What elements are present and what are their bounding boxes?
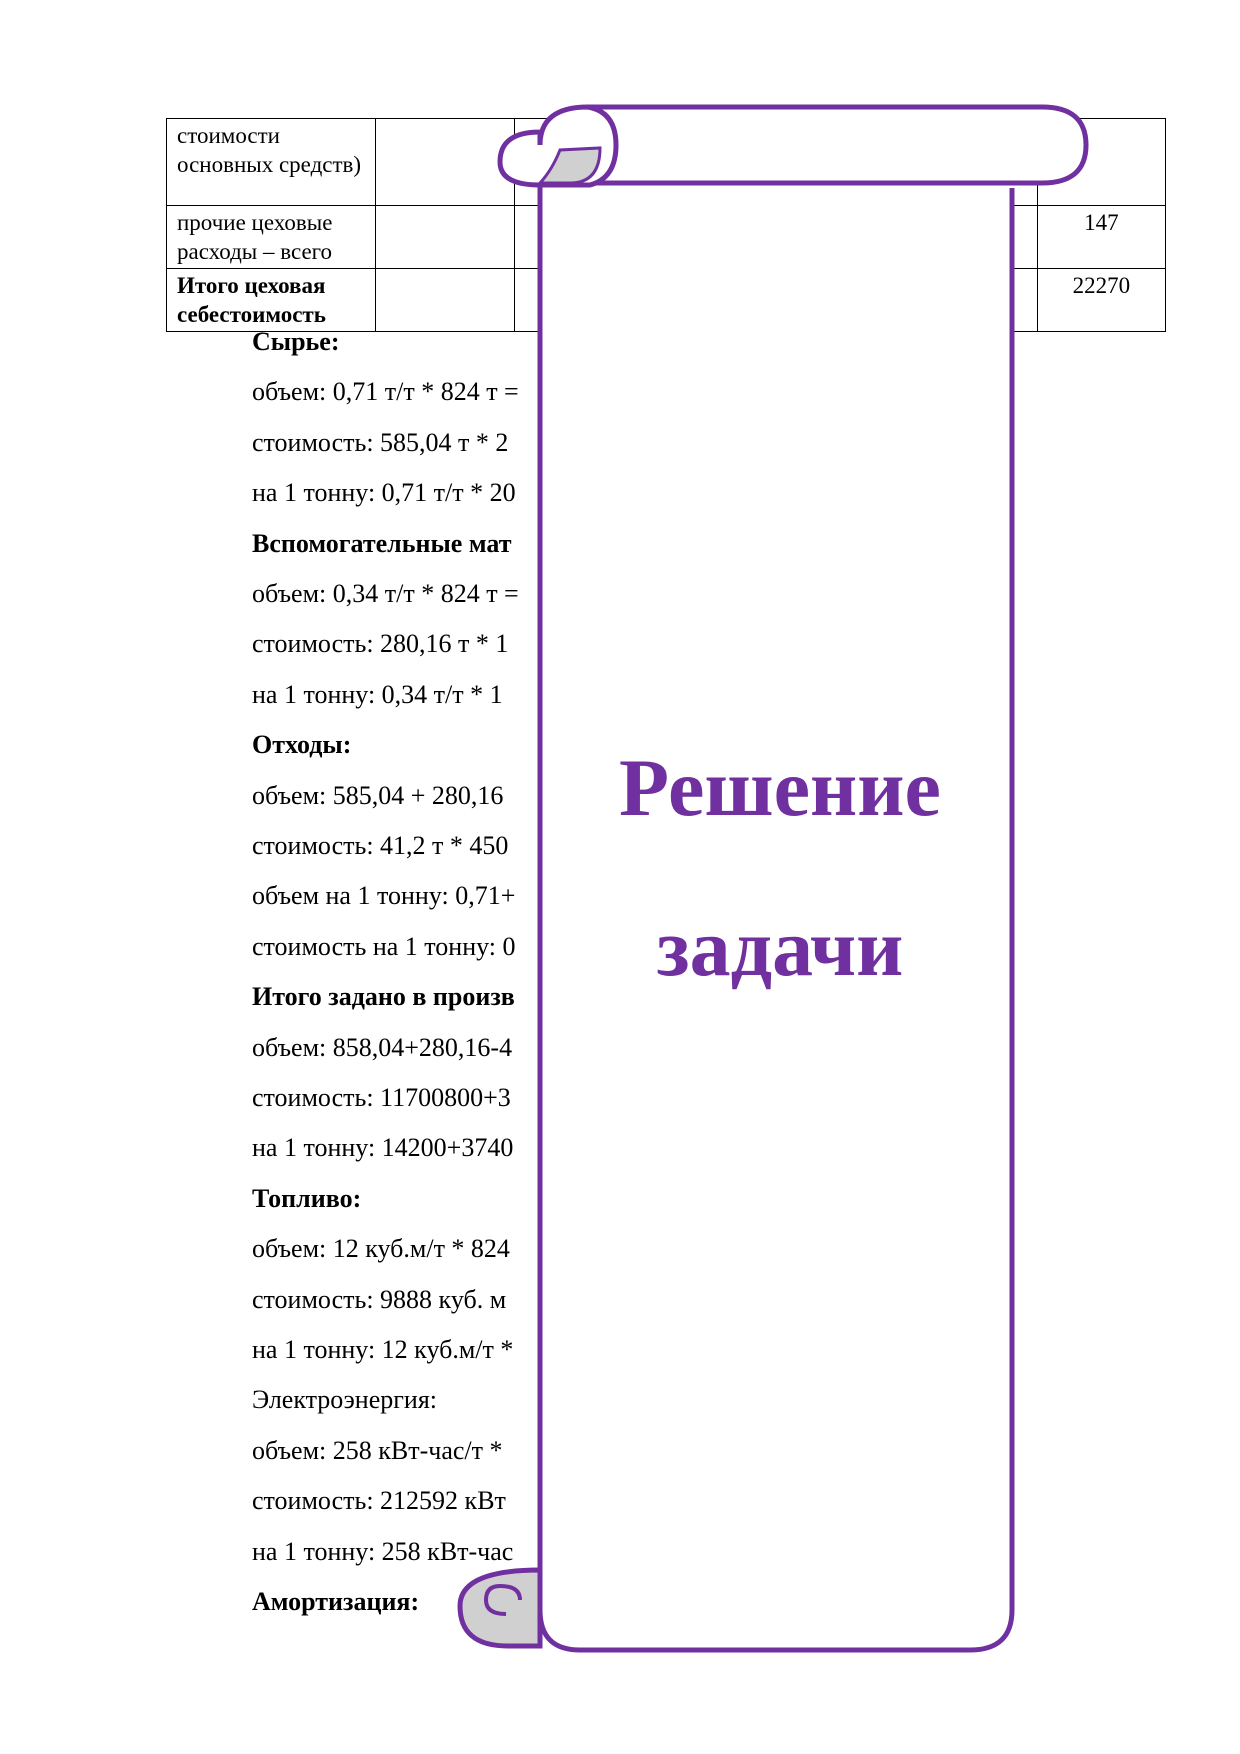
text-line: стоимость: 11700800+3 xyxy=(252,1083,511,1112)
text-line: Амортизация: xyxy=(252,1587,420,1616)
text-line: Сырье: xyxy=(252,327,340,356)
text-line: Отходы: xyxy=(252,730,352,760)
text-line: объем на 1 тонну: 0,71+ xyxy=(252,881,516,911)
table-cell-value: 147 xyxy=(1037,206,1165,269)
scroll-top-roll xyxy=(588,107,1086,183)
table-cell-label: Итого цеховая себестоимость xyxy=(167,269,376,332)
text-line: на 1 тонну: 12 куб.м/т * xyxy=(252,1335,514,1364)
text-line: Электроэнергия: xyxy=(252,1385,437,1415)
text-line: стоимость на 1 тонну: 0 xyxy=(252,931,516,961)
text-line: Вспомогательные мат xyxy=(252,528,512,558)
text-line: объем: 0,34 т/т * 824 т = xyxy=(252,579,519,608)
text-line: объем: 12 куб.м/т * 824 xyxy=(252,1234,510,1264)
text-line: на 1 тонну: 14200+3740 xyxy=(252,1133,514,1163)
text-line: Топливо: xyxy=(252,1183,362,1213)
text-line: объем: 858,04+280,16-4 xyxy=(252,1032,513,1062)
text-line: стоимость: 585,04 т * 2 xyxy=(252,427,509,457)
text-line: стоимость: 41,2 т * 450 xyxy=(252,831,509,860)
text-line: на 1 тонну: 258 кВт-час xyxy=(252,1536,514,1566)
text-line: объем: 585,04 + 280,16 xyxy=(252,780,504,810)
text-line: на 1 тонну: 0,34 т/т * 1 xyxy=(252,679,503,709)
scroll-title-line1: Решение xyxy=(619,742,941,833)
table-cell-value: 22270 xyxy=(1037,269,1165,332)
text-line: стоимость: 212592 кВт xyxy=(252,1486,506,1516)
text-line: Итого задано в произв xyxy=(252,982,515,1012)
text-line: на 1 тонну: 0,71 т/т * 20 xyxy=(252,478,516,508)
text-line: объем: 0,71 т/т * 824 т = xyxy=(252,377,519,407)
table-cell-label: прочие цеховые расходы – всего xyxy=(167,206,376,269)
table-cell-label: стоимости основных средств) xyxy=(167,119,376,206)
scroll-title-line2: задачи xyxy=(656,902,904,993)
text-line: стоимость: 9888 куб. м xyxy=(252,1284,507,1314)
scroll-bottom-curl xyxy=(460,1570,540,1646)
text-line: объем: 258 кВт-час/т * xyxy=(252,1435,503,1465)
text-line: стоимость: 280,16 т * 1 xyxy=(252,629,509,659)
